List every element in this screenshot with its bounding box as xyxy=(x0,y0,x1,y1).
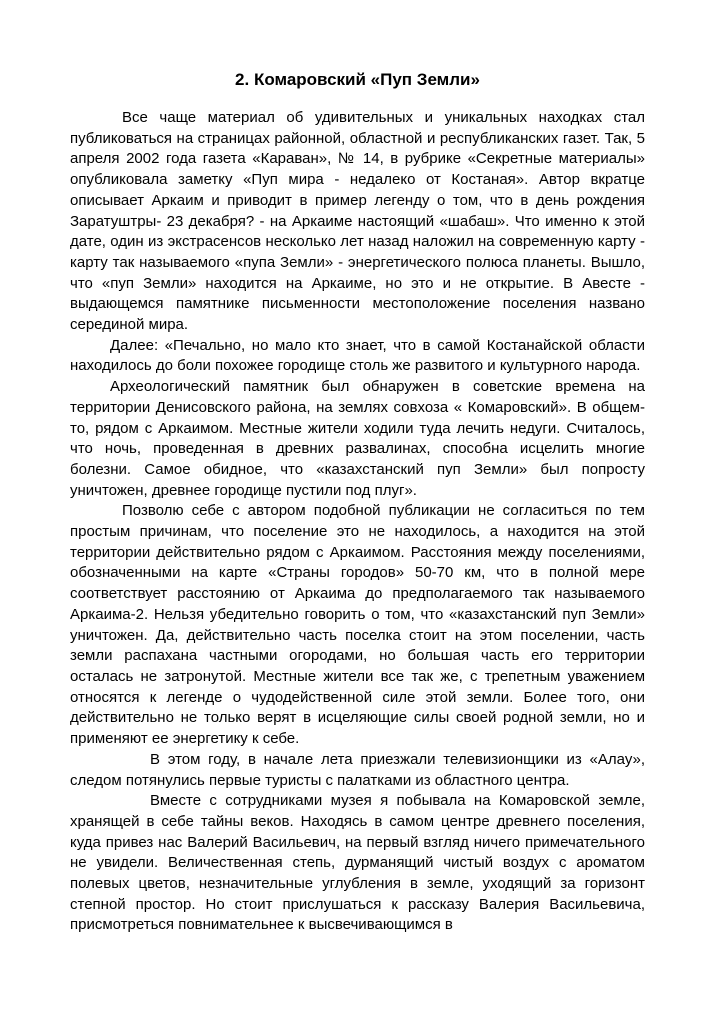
paragraph-museum-visit: Вместе с сотрудниками музея я побывала на Комаровской земле, хранящей в себе тайны веков. Находясь в самом центре древнего поселения, куда привез нас Валерий Васильевич, на первый взгляд ничего примечательного не увидели. Величественная степь, дурманящий чистый воздух с ароматом полевых цветов, незначительные углубления в земле, уходящий за горизонт степной простор. Но стоит прислушаться к рассказу Валерия Васильевича, присмотреться повнимательнее к высвечивающимся в xyxy=(70,792,645,934)
paragraph-archaeological-site: Археологический памятник был обнаружен в советские времена на территории Денисовского района, на землях совхоза « Комаровский». В общем-то, рядом с Аркаимом. Местные жители ходили туда лечить недуги. Считалось, что ночь, проведенная в древних развалинах, способна исцелить многие болезни. Самое обидное, что «казахстанский пуп Земли» был попросту уничтожен, древнее городище пустили под плуг». xyxy=(70,378,645,499)
paragraph-author-disagreement: Позволю себе с автором подобной публикации не согласиться по тем простым причинам, что поселение это не находилось, а находится на этой территории действительно рядом с Аркаимом. Расстояния между поселениями, обозначенными на карте «Страны городов» 50-70 км, что в полной мере соответствует расстоянию от Аркаима до предполагаемого так называемого Аркаима-2. Нельзя убедительно говорить о том, что «казахстанский пуп Земли» уничтожен. Да, действительно часть поселка стоит на этом поселении, часть земли распахана частными огородами, но большая часть его территории осталась не затронутой. Местные жители все так же, с трепетным уважением относятся к легенде о чудодейственной силе этой земли. Более того, они действительно не только верят в исцеляющие силы своей родной земли, но и применяют ее энергетику к себе. xyxy=(70,502,645,748)
section-title: 2. Комаровский «Пуп Земли» xyxy=(235,70,480,89)
paragraph-newspaper-publications: Все чаще материал об удивительных и уникальных находках стал публиковаться на страницах районной, областной и республиканских газет. Так, 5 апреля 2002 года газета «Караван», № 14, в рубрике «Секретные материалы» опубликовала заметку «Пуп мира - недалеко от Костаная». Автор вкратце описывает Аркаим и приводит в пример легенду о том, что в день рождения Заратуштры- 23 декабря? - на Аркаиме настоящий «шабаш». Что именно к этой дате, один из экстрасенсов несколько лет назад наложил на современную карту - карту так называемого «пупа Земли» - энергетического полюса планеты. Вышло, что «пуп Земли» находится на Аркаиме, но это и не открытие. В Авесте - выдающемся памятнике письменности местоположение поселения названо серединой мира. xyxy=(70,109,645,334)
paragraph-tv-crew: В этом году, в начале лета приезжали телевизионщики из «Алау», следом потянулись первые туристы с палатками из областного центра. xyxy=(70,750,645,789)
document-body xyxy=(70,108,645,936)
paragraph-quote-kostanay: Далее: «Печально, но мало кто знает, что в самой Костанайской области находилось до боли похожее городище столь же развитого и культурного народа. xyxy=(70,336,645,375)
